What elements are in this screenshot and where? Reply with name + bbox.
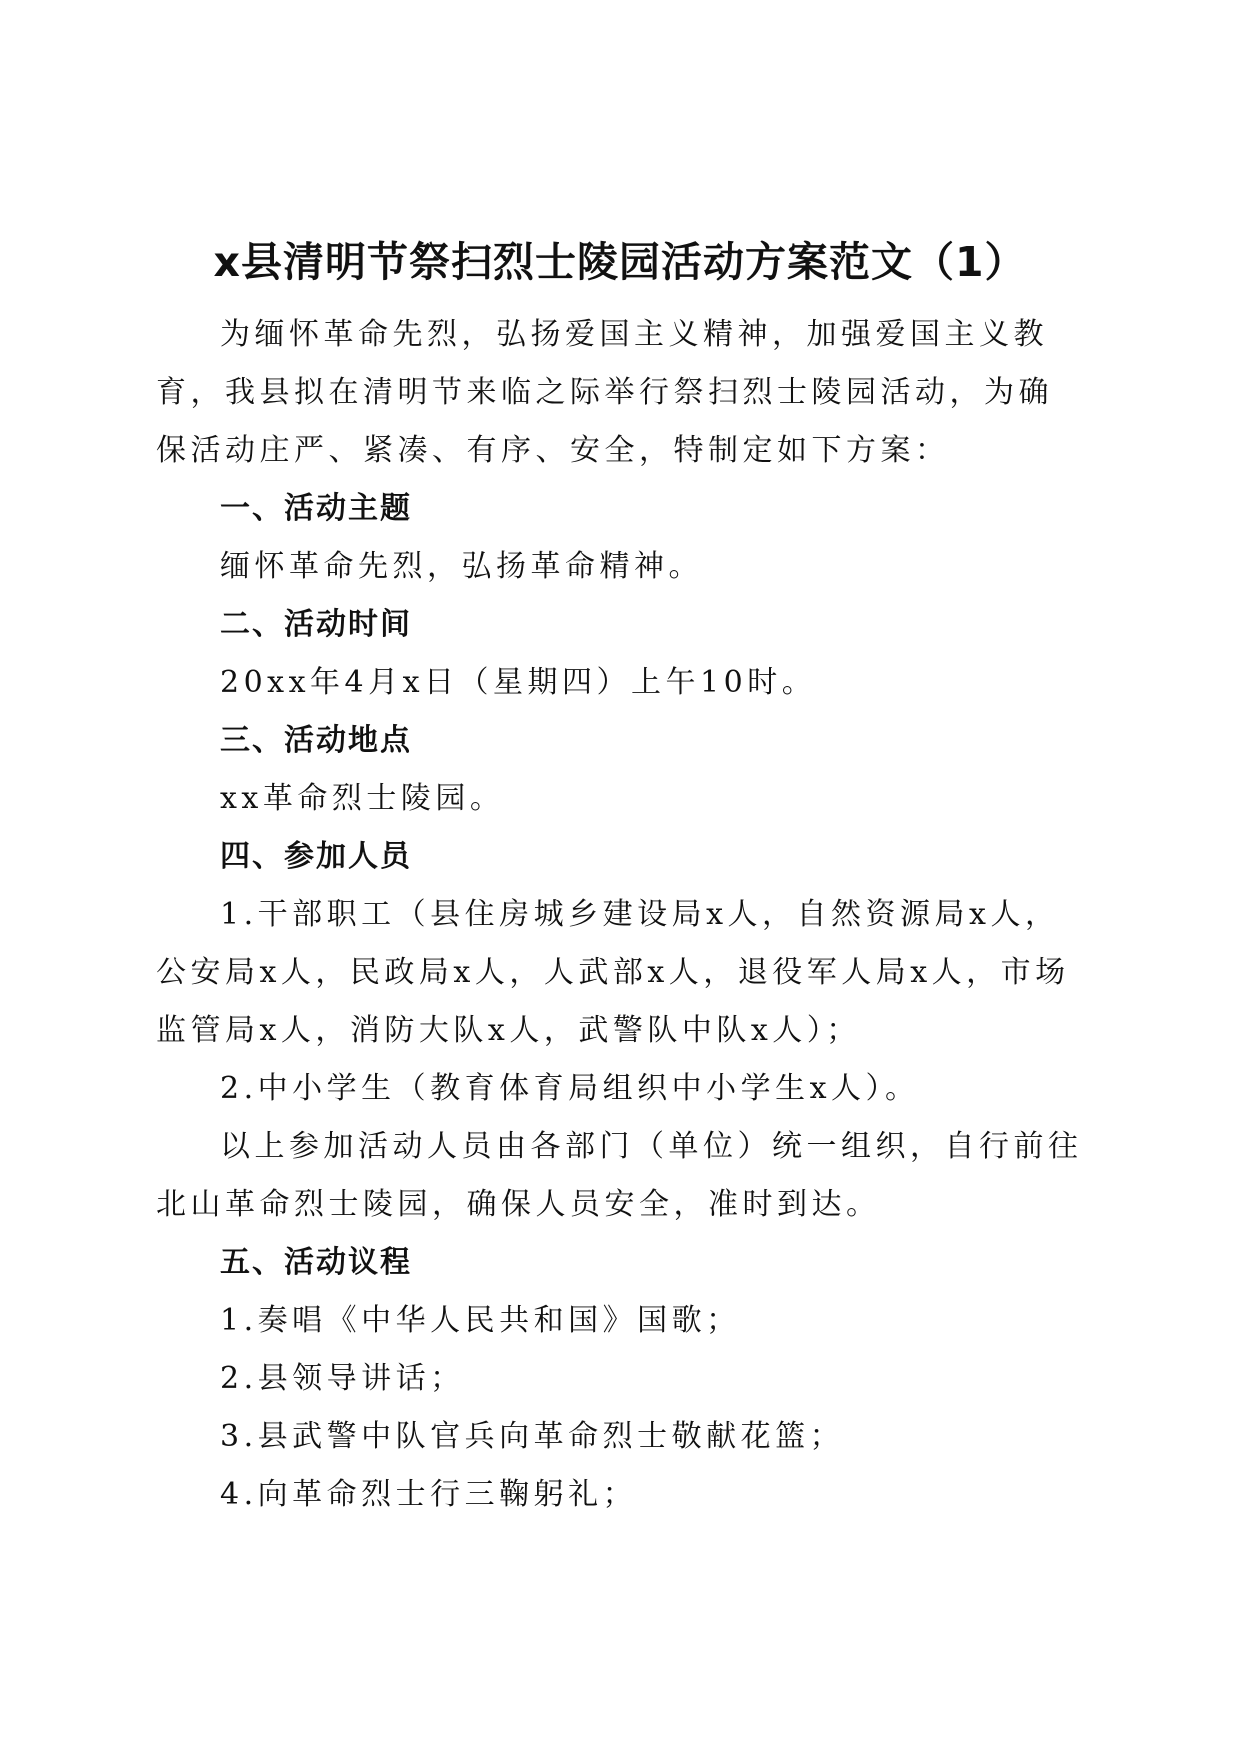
agenda-item-4: 4.向革命烈士行三鞠躬礼； xyxy=(220,1477,638,1512)
section-heading-theme: 一、活动主题 xyxy=(220,491,412,526)
intro-paragraph: 为缅怀革命先烈，弘扬爱国主义精神，加强爱国主义教育，我县拟在清明节来临之际举行祭扫烈士陵园活动，为确保活动庄严、紧凑、有序、安全，特制定如下方案： xyxy=(156,317,1053,468)
section-heading-location: 三、活动地点 xyxy=(220,723,412,758)
section-heading-time: 二、活动时间 xyxy=(220,607,412,642)
section-heading-agenda: 五、活动议程 xyxy=(220,1245,412,1280)
participants-item-2: 2.中小学生（教育体育局组织中小学生x人）。 xyxy=(220,1071,920,1106)
theme-text: 缅怀革命先烈，弘扬革命精神。 xyxy=(220,549,703,584)
location-text: xx革命烈士陵园。 xyxy=(220,781,505,816)
agenda-item-2: 2.县领导讲话； xyxy=(220,1361,465,1396)
participants-note: 以上参加活动人员由各部门（单位）统一组织，自行前往北山革命烈士陵园，确保人员安全，准时到达。 xyxy=(156,1129,1083,1222)
time-text: 20xx年4月x日（星期四）上午10时。 xyxy=(220,665,817,700)
agenda-item-3: 3.县武警中队官兵向革命烈士敬献花篮； xyxy=(220,1419,845,1454)
participants-item-1: 1.干部职工（县住房城乡建设局x人，自然资源局x人，公安局x人，民政局x人，人武部x人，退役军人局x人，市场监管局x人，消防大队x人，武警队中队x人）； xyxy=(156,897,1070,1048)
agenda-item-1: 1.奏唱《中华人民共和国》国歌； xyxy=(220,1303,741,1338)
document-title: x县清明节祭扫烈士陵园活动方案范文（1） xyxy=(213,238,1027,286)
section-heading-participants: 四、参加人员 xyxy=(220,839,412,874)
document-body xyxy=(156,232,1084,1524)
